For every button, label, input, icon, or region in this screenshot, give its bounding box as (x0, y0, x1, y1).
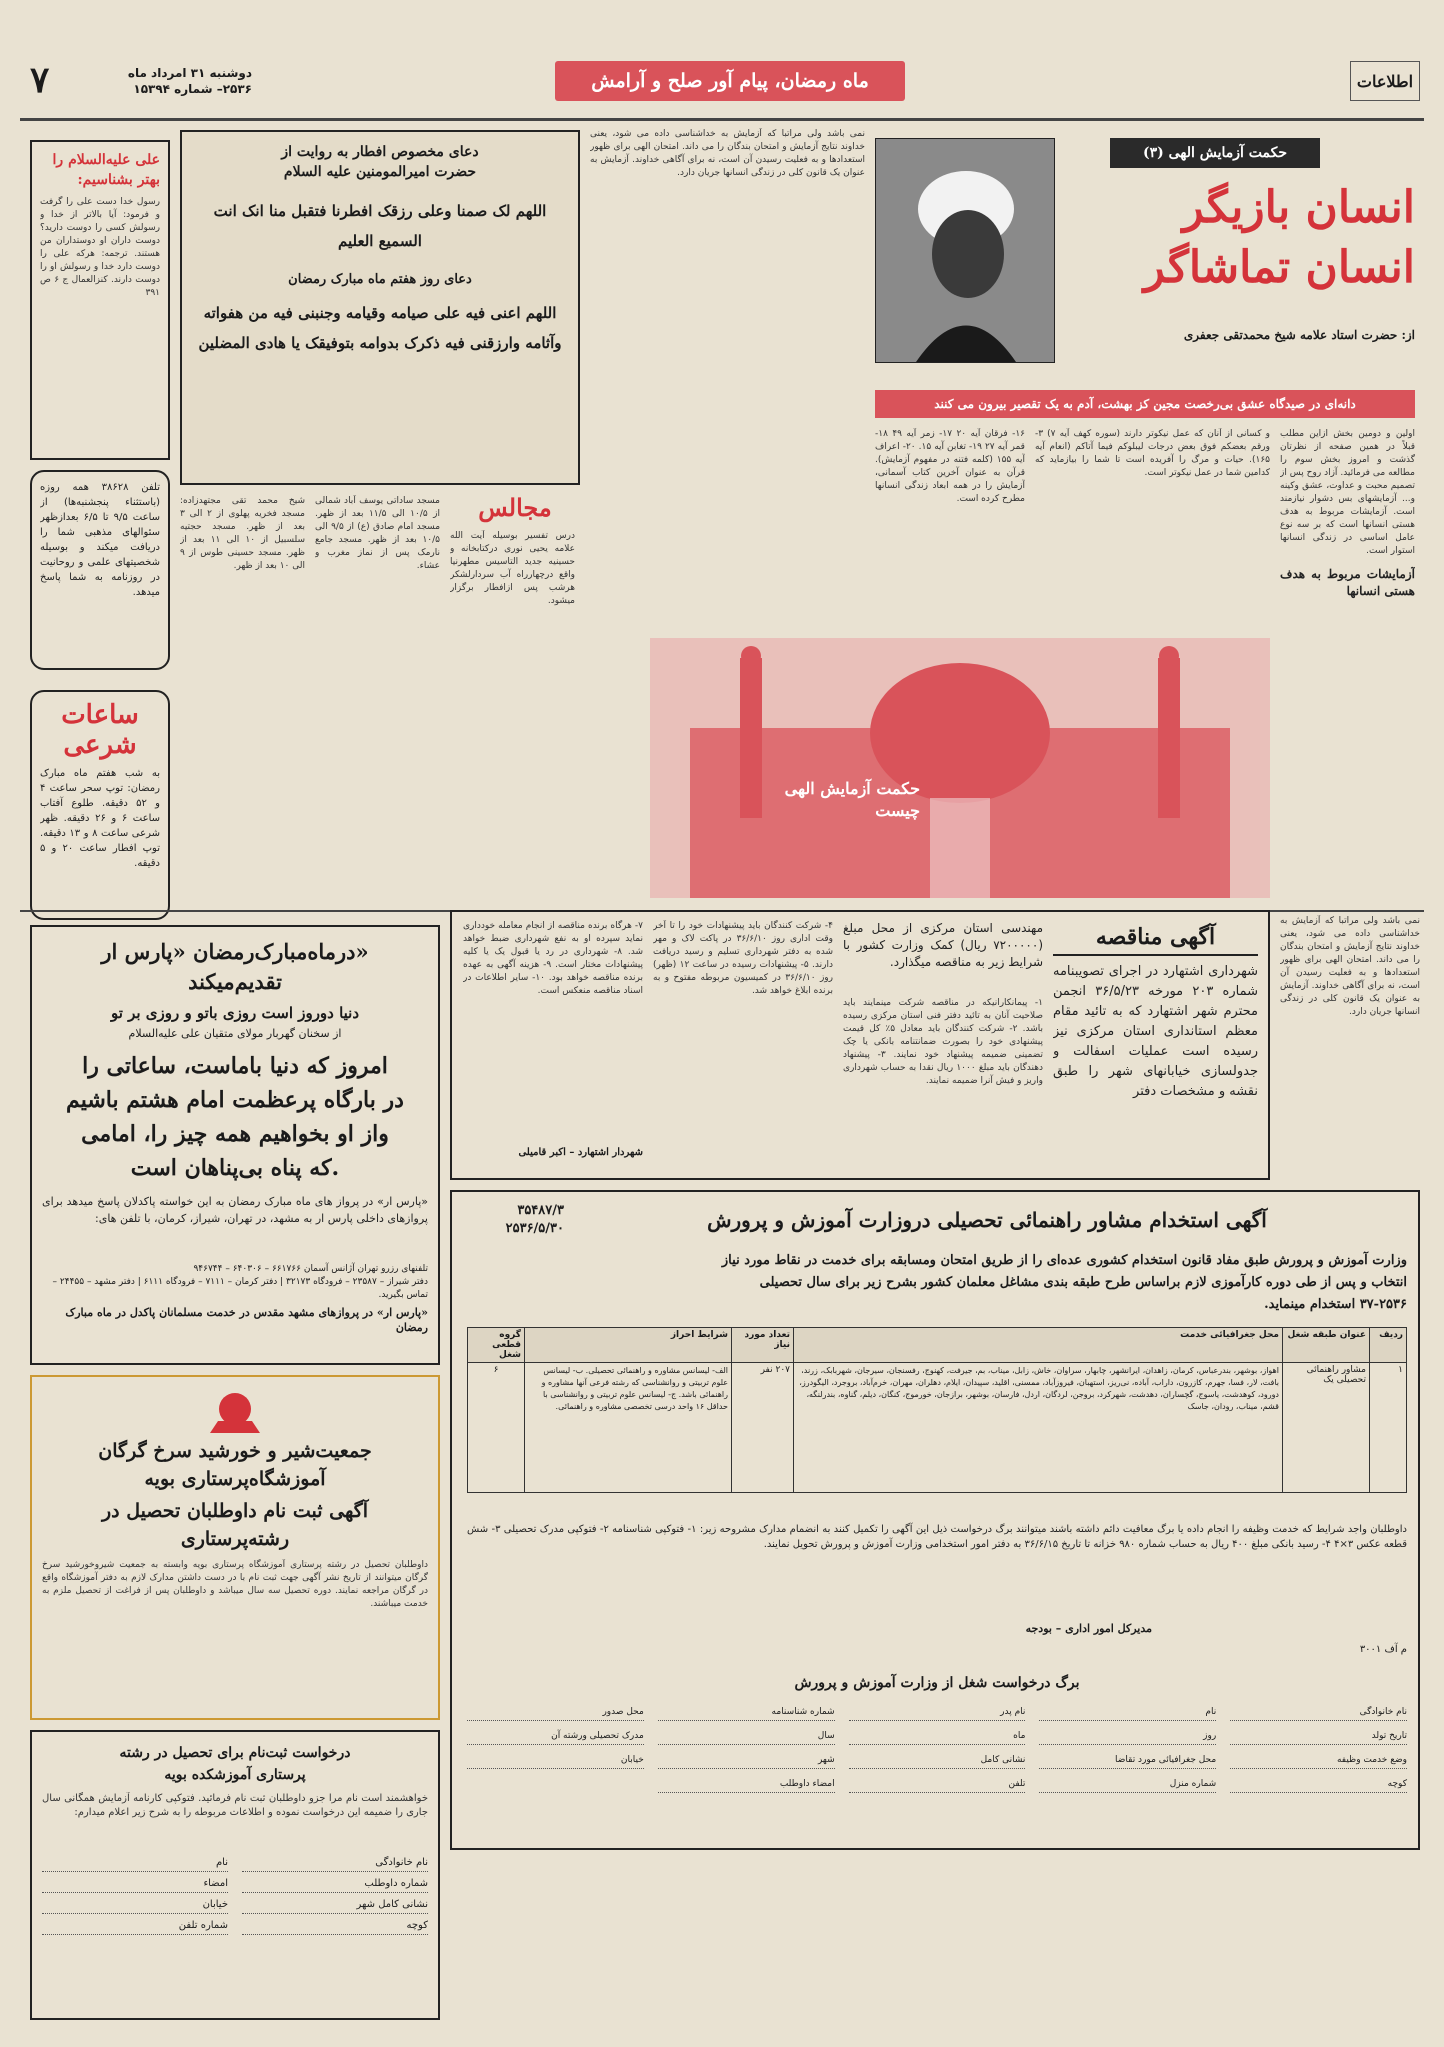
nursing-form-title-1: درخواست ثبت‌نام برای تحصیل در رشته (119, 1745, 351, 1761)
nursing-field[interactable]: نام (42, 1857, 228, 1872)
majalis-title: مجالس (478, 493, 552, 522)
education-table-header (468, 1328, 1407, 1363)
col-header: تعداد مورد نیاز (732, 1328, 794, 1363)
nursing-field[interactable]: نشانی کامل شهر (242, 1899, 428, 1914)
education-field[interactable]: نام پدر (849, 1707, 1026, 1721)
tender-signature: شهردار اشتهارد – اکبر قامیلی (518, 1147, 643, 1158)
pars-air-title-2: تقدیم‌میکند (188, 969, 282, 994)
quote-text: رسول خدا دست علی را گرفت و فرمود: آیا بالاتر از خدا و رسولش کسی را دوست دارید؟ دوست داران او دوستداران من هستند. ترجمه: هرکه علی را دوست دارد خدا و رسولش او را دوست دارند. کنزالعمال ج ۶ ص ۳۹۱ (40, 197, 160, 298)
nursing-field[interactable]: امضاء (42, 1878, 228, 1893)
phone-box (30, 470, 170, 670)
pars-air-big-4: که پناه بی‌پناهان است. (130, 1155, 340, 1181)
quote-title: علی علیه‌السلام را بهتر بشناسیم: (52, 152, 160, 188)
majalis-col-1: درس تفسیر بوسیله آیت الله علامه یحیی نوری درکتابخانه و حسینیه جدید التاسیس مطهرنیا واقع درچهارراه آب سردارلشکر هرشب پس ازافطار برگزار میشود. (450, 531, 575, 606)
feature-title-1: انسان بازیگر (1182, 182, 1415, 233)
nursing-ad (30, 1375, 440, 1720)
pars-air-phones: تلفنهای رزرو تهران آژانس آسمان ۶۶۱۷۶۶ – ۶۴۰۳۰۶ – ۹۴۶۷۴۴ (193, 1264, 428, 1274)
author-photo (875, 138, 1055, 363)
prayer-times-box (30, 690, 170, 920)
author-portrait-icon (876, 139, 1054, 362)
row-conditions: الف- لیسانس مشاوره و راهنمائی تحصیلی. ب- لیسانس علوم تربیتی و روانشناسی که رشته فرعی آنها مشاوره و راهنمائی باشد. ج- لیسانس علوم تربیتی و روانشناسی با حداقل ۱۶ واحد درسی تخصصی مشاوره و راهنمائی. (525, 1363, 732, 1493)
col-header: ردیف (1370, 1328, 1407, 1363)
row-group: ۶ (468, 1363, 525, 1493)
education-body: داوطلبان واجد شرایط که خدمت وظیفه را انجام داده یا برگ معافیت دائم داشته باشند میتوانند برگ درخواست ذیل این آگهی را تکمیل کنند به انضمام مدارک مشروحه زیر: ۱- فتوکپی شناسنامه ۲- فتوکپی مدرک تحصیلی ۳- شش قطعه عکس ۳×۴ ۴- رسید بانکی مبلغ ۴۰۰ ریال به حساب شماره ۹۸۰ خزانه تا تاریخ ۳۶/۶/۱۵ به دفتر امور استخدامی وزارت آموزش و پرورش تحویل نمایند. (467, 1524, 1407, 1550)
education-field[interactable]: کوچه (1230, 1779, 1407, 1793)
date-line (72, 65, 252, 97)
sidebar-strip (1280, 915, 1420, 1185)
dua-arabic-2: اللهم اعنی فیه علی صیامه وقیامه وجنبنی فیه من هفواته وآثامه وارزقنی فیه ذکرک بدوامه بتوفیقک یا هادی المضلین (198, 304, 562, 352)
education-title: آگهی استخدام مشاور راهنمائی تحصیلی دروزارت آموزش و پرورش (707, 1208, 1267, 1232)
series-label: حکمت آزمایش الهی (۳) (1110, 138, 1320, 168)
mosque-illustration (650, 638, 1270, 898)
education-field[interactable]: نشانی کامل (849, 1755, 1026, 1769)
dua-title-3: دعای روز هفتم ماه مبارک رمضان (288, 272, 472, 287)
education-ad (450, 1190, 1420, 1850)
education-ref (464, 1202, 564, 1238)
nursing-field[interactable]: شماره تلفن (42, 1920, 228, 1935)
pars-air-sub2: از سخنان گهربار مولای متقیان علی علیه‌السلام (128, 1027, 342, 1040)
banner: ماه رمضان، پیام آور صلح و آرامش (555, 61, 905, 101)
education-field[interactable]: تاریخ تولد (1230, 1731, 1407, 1745)
education-field[interactable]: تلفن (849, 1779, 1026, 1793)
tender-ad (450, 910, 1270, 1180)
nursing-field[interactable]: خیابان (42, 1899, 228, 1914)
education-field[interactable]: نام (1039, 1707, 1216, 1721)
pars-air-big-3: واز او بخواهیم همه چیز را، امامی (81, 1121, 389, 1147)
col-header: عنوان طبقه شغل (1283, 1328, 1370, 1363)
row-count: ۲۰۷ نفر (732, 1363, 794, 1493)
majalis-section (180, 490, 580, 900)
education-code: م آف ۳۰۰۱ (1359, 1644, 1407, 1655)
education-field[interactable]: محل جغرافیائی مورد تقاضا (1039, 1755, 1216, 1769)
tender-body-1: شهرداری اشتهارد در اجرای تصویبنامه شماره ۲۰۳ مورخه ۳۶/۵/۲۳ انجمن محترم شهر اشتهارد که به تائید مقام معظم استانداری استان مرکزی نیز رسیده است عملیات اسفالت و جدولسازی خیابانهای شهر را طبق نقشه و مشخصات دفتر (1053, 964, 1258, 1099)
education-intro (467, 1250, 1407, 1316)
tender-body-4: ۴- شرکت کنندگان باید پیشنهادات خود را تا آخر وقت اداری روز ۳۶/۶/۱۰ در پاکت لاک و مهر شده به دفتر شهرداری تسلیم و رسید دریافت دارند. ۵- پیشنهادات رسیده در ساعت ۱۲ (ظهر) روز ۳۶/۶/۱۰ در کمیسیون مربوطه مفتوح و به برنده ابلاغ خواهد شد. (653, 921, 833, 996)
row-job: مشاور راهنمائی تحصیلی یک (1283, 1363, 1370, 1493)
date-line-1: دوشنبه ۳۱ امرداد ماه (127, 66, 252, 80)
nursing-field[interactable]: کوچه (242, 1920, 428, 1935)
education-field[interactable]: شماره منزل (1039, 1779, 1216, 1793)
masthead (20, 55, 1424, 111)
education-table-wrap (467, 1327, 1407, 1493)
date-line-2: ۲۵۳۶– شماره ۱۵۳۹۴ (133, 82, 252, 96)
feature-title-2: انسان تماشاگر (1143, 242, 1415, 293)
feature-col-b: و کسانی از آنان که عمل نیکوتر دارند (سوره کهف آیه ۷) ۳- ورقم بعضکم فوق بعض درجات لیبلوکم فیما آتاکم (انعام آیه ۱۶۵). حیات و مرگ را آفریده است تا شما را بیازماید که کدامین شما در عمل نیکوتر است. (1035, 429, 1270, 478)
feature-sub-heading-2: حکمت آزمایش الهی چیست (784, 779, 920, 820)
nursing-title-1: جمعیت‌شیر و خورشید سرخ گرگان (98, 1440, 372, 1462)
feature-col-c: ۱۶- فرقان آیه ۲۰ ۱۷- زمر آیه ۴۹ ۱۸- قمر آیه ۲۷ ۱۹- تغابن آیه ۱۵. ۲۰- اعراف آیه ۱۵۵ (کلمه فتنه در مفهوم آزمایش). قرآن به عنوان آخرین کتاب آسمانی، آزمایش را در همه ابعاد زندگی انسانها مطرح کرده است. (875, 429, 1025, 504)
education-field[interactable]: شماره شناسنامه (658, 1707, 835, 1721)
education-field[interactable]: سال (658, 1731, 835, 1745)
col-header: محل جغرافیائی خدمت (794, 1328, 1283, 1363)
pars-air-title-1: درماه‌مبارک‌رمضان «پارس ار» (101, 939, 369, 964)
feature-article (590, 128, 1420, 903)
education-intro-3: ۳۷-۲۵۳۶ استخدام مینماید. (1264, 1297, 1407, 1312)
nursing-form-fields (42, 1857, 428, 1935)
sidebar-strip-text: نمی باشد ولی مراتبا که آزمایش به خداشناسی داده می شود، یعنی خداوند نتایج آزمایش و امتحان بندگان را می داند. امتحان الهی برای ظهور استعدادها و به فعلیت رسیدن آن است، نه برای آگاهی خداوند. آزمایش به عنوان یک قانون کلی در زندگی انسانها جریان دارد. (1280, 916, 1420, 1017)
red-strip: دانه‌ای در صیدگاه عشق بی‌رخصت مجین کز بهشت، آدم به یک تقصیر بیرون می کنند (875, 390, 1415, 418)
education-table (467, 1327, 1407, 1493)
feature-col-a-text: اولین و دومین بخش ازاین مطلب قبلاً در همین صفحه از نظرتان گذشت و امروز بخش سوم را مطالعه می فرمائید. آزاد روح پس از تصمیم محبت و عداوت، عشق وکینه و... آزمایشهای بس دشوار نیازمند است. آزمایشات مربوط به هدف هستی انسانها است که بر سه نوع عامل اساسی در زندگی انسانها استوار است. (1280, 429, 1415, 556)
lion-sun-icon (200, 1387, 270, 1437)
dua-title-2: حضرت امیرالمومنین علیه السلام (283, 164, 477, 180)
nursing-body: داوطلبان تحصیل در رشته پرستاری آموزشگاه پرستاری بویه وابسته به جمعیت شیروخورشید سرخ گرگان میتوانند از تاریخ نشر آگهی جهت ثبت نام با در دست داشتن مدارک لازم به دفتر آموزشگاه واقع در گرگان مراجعه نمایند. دوره تحصیل سه سال میباشد و داوطلبان پس از فراغت از تحصیل ملزم به خدمت میباشند. (42, 1560, 428, 1609)
pars-air-sub: دنیا دوروز است روزی باتو و روزی بر تو (110, 1004, 360, 1022)
feature-col-a (1280, 428, 1415, 898)
prayer-times-title-1: ساعات (61, 700, 139, 730)
nursing-field[interactable]: شماره داوطلب (242, 1878, 428, 1893)
phone-text: تلفن ۳۸۶۲۸ همه روزه (باستثناء پنجشنبه‌ها) از ساعت ۹/۵ تا ۶/۵ بعدازظهر سئوالهای مذهبی شما را دریافت میکند و بوسیله شخصیتهای علمی و روحانیت در روزنامه به شما پاسخ میدهد. (40, 482, 160, 598)
masthead-rule (20, 118, 1424, 121)
nursing-field[interactable]: نام خانوادگی (242, 1857, 428, 1872)
feature-author: از: حضرت استاد علامه شیخ محمدتقی جعفری (1183, 328, 1415, 342)
pars-air-offices: دفتر شیراز – ۲۳۵۸۷ – فرودگاه ۳۲۱۷۳ | دفتر کرمان – ۷۱۱۱ – فرودگاه ۶۱۱۱ | دفتر مشهد – ۲۴۴۵۵ – تماس بگیرید. (52, 1277, 428, 1300)
education-field[interactable]: شهر (658, 1755, 835, 1769)
pars-air-footer: «پارس ار» در پروازهای مشهد مقدس در خدمت مسلمانان پاکدل در ماه مبارک رمضان (65, 1306, 428, 1334)
table-row (468, 1363, 1407, 1493)
col-header: گروه قطعی شغل (468, 1328, 525, 1363)
row-places: اهواز، بوشهر، بندرعباس، کرمان، زاهدان، ایرانشهر، چابهار، سراوان، خاش، زابل، میناب، بم، جیرفت، کهنوج، رفسنجان، سیرجان، شهربابک، زرند، بافت، لار، فسا، جهرم، کازرون، داراب، آباده، نی‌ریز، استهبان، فیروزآباد، ممسنی، اقلید، سپیدان، ایلام، دهلران، مهران، خرم‌آباد، بروجرد، الیگودرز، دورود، کوهدشت، یاسوج، گچساران، دهدشت، شهرکرد، بروجن، لردگان، اردل، فارسان، بوشهر، برازجان، خورموج، کنگان، دیلم، گناوه، بندرلنگه، قشم، میناب، رودان، جاسک (794, 1363, 1283, 1493)
nursing-title-4: رشته‌پرستاری (180, 1528, 290, 1550)
education-form-title: برگ درخواست شغل از وزارت آموزش و پرورش (794, 1675, 1080, 1691)
dua-box (180, 130, 580, 485)
education-field[interactable]: وضع خدمت وظیفه (1230, 1755, 1407, 1769)
lion-sun-emblem (42, 1387, 428, 1437)
newspaper-logo: اطلاعات (1350, 61, 1420, 101)
education-intro-2: انتخاب و پس از طی دوره کارآموزی لازم براساس طرح طبقه بندی مشاغل معلمان کشور بشرح زیر برای سال تحصیلی (759, 1275, 1407, 1290)
feature-col-d: نمی باشد ولی مراتبا که آزمایش به خداشناسی داده می شود، یعنی خداوند نتایج آزمایش و امتحان بندگان را می داند. امتحان الهی برای ظهور استعدادها و به فعلیت رسیدن آن است، نه برای آگاهی خداوند. آزمایش به عنوان یک قانون کلی در زندگی انسانها جریان دارد. (590, 129, 865, 178)
tender-body-3: ۱- پیمانکارانیکه در مناقصه شرکت مینمایند باید صلاحیت آنان به تائید دفتر فنی استان مرکزی رسیده باشد. ۲- شرکت کنندگان باید معادل ۵٪ کل قیمت پیشنهادی خود را بصورت ضمانتنامه بانکی یا چک تضمینی ضمیمه پیشنهاد خود نمایند. ۳- پیشنهاد دهندگان باید مبلغ ۱۰۰۰ ریال نقدا به حساب شهرداری واریز و فیش آنرا ضمیمه نمایند. (843, 998, 1043, 1086)
nursing-form-text: خواهشمند است نام مرا جزو داوطلبان ثبت نام فرمائید. فتوکپی کارنامه آزمایش همگانی سال جاری را ضمیمه این درخواست نموده و اطلاعات مربوطه را به شرح زیر اعلام میدارم: (42, 1793, 428, 1818)
mosque-icon (650, 638, 1270, 898)
education-field[interactable]: امضاء داوطلب (658, 1779, 835, 1793)
dua-title-1: دعای مخصوص افطار به روایت از (281, 144, 479, 160)
tender-title: آگهی مناقصه (1053, 920, 1258, 956)
education-signature: مدیرکل امور اداری – بودجه (1025, 1622, 1152, 1635)
quote-box (30, 140, 170, 460)
dua-arabic-1: اللهم لک صمنا وعلی رزقک افطرنا فتقبل منا انک انت السمیع العلیم (213, 202, 547, 250)
education-field[interactable]: محل صدور (467, 1707, 644, 1721)
pars-air-big-2: در بارگاه پرعظمت امام هشتم باشیم (66, 1087, 404, 1113)
feature-sub-heading-1: آزمایشات مربوط به هدف هستی انسانها (1280, 567, 1415, 598)
pars-air-ad (30, 925, 440, 1365)
page-number: ۷ (30, 59, 50, 101)
tender-body-2: مهندسی استان مرکزی از محل مبلغ (۷۲۰۰۰۰۰ ریال) کمک وزارت کشور با شرایط زیر به مناقصه میگذارد. (843, 921, 1043, 969)
majalis-col-2: مسجد ساداتی یوسف آباد شمالی از ۱۰/۵ الی ۱۱/۵ بعد از ظهر. مسجد امام صادق (ع) از ۹/۵ الی ۱۰/۵ بعد از ظهر. مسجد جامع نارمک پس از نماز مغرب و عشاء. (315, 496, 440, 571)
education-ref-2: ۲۵۳۶/۵/۳۰ (505, 1221, 564, 1236)
education-field[interactable]: مدرک تحصیلی ورشته آن (467, 1731, 644, 1745)
nursing-form (30, 1730, 440, 2020)
row-num: ۱ (1370, 1363, 1407, 1493)
majalis-col-3: شیخ محمد تقی مجتهدزاده: مسجد فخریه پهلوی از ۲ الی ۳ بعد از ظهر. مسجد حجتیه سلسبیل از ۱۰ الی ۱۱ بعد از ظهر. مسجد حسینی طوس از ۹ الی ۱۰ بعد از ظهر. (180, 496, 305, 571)
education-ref-1: ۳۵۴۸۷/۳ (517, 1203, 564, 1218)
education-field[interactable]: خیابان (467, 1755, 644, 1769)
pars-air-big-1: امروز که دنیا باماست، ساعاتی را (82, 1053, 388, 1079)
education-field[interactable]: روز (1039, 1731, 1216, 1745)
education-intro-1: وزارت آموزش و پرورش طبق مفاد قانون استخدام کشوری عده‌ای را از طریق امتحان ومسابقه برای خدمت در نقاط مورد نیاز (721, 1253, 1407, 1268)
nursing-form-title-2: پرستاری آموزشکده بویه (164, 1767, 306, 1783)
prayer-times-text: به شب هفتم ماه مبارک رمضان: توپ سحر ساعت ۴ و ۵۲ دقیقه. طلوع آفتاب ساعت ۶ و ۲۶ دقیقه. ظهر شرعی ساعت ۸ و ۱۳ دقیقه. توپ افطار ساعت ۲۰ و ۵ دقیقه. (40, 768, 160, 869)
pars-air-body: «پارس ار» در پرواز های ماه مبارک رمضان به این خواسته پاکدلان پاسخ میدهد برای پروازهای داخلی پارس ار به مشهد، در تهران، شیراز، کرمان، با تلفن های: (42, 1195, 428, 1225)
tender-body-5: ۷- هرگاه برنده مناقصه از انجام معامله خودداری نماید سپرده او به نفع شهرداری ضبط خواهد شد. ۸- شهرداری در رد یا قبول یک یا کلیه پیشنهادات مختار است. ۹- هزینه آگهی به عهده برنده مناقصه خواهد بود. ۱۰- سایر اطلاعات در اسناد مناقصه منعکس است. (463, 921, 643, 996)
education-field[interactable]: نام خانوادگی (1230, 1707, 1407, 1721)
nursing-title-3: آگهی ثبت نام داوطلبان تحصیل در (101, 1500, 369, 1522)
col-header: شرایط احراز (525, 1328, 732, 1363)
education-field[interactable]: ماه (849, 1731, 1026, 1745)
education-form-fields (467, 1707, 1407, 1793)
prayer-times-title-2: شرعی (63, 730, 137, 760)
nursing-title-2: آموزشگاه‌پرستاری بویه (144, 1468, 326, 1490)
